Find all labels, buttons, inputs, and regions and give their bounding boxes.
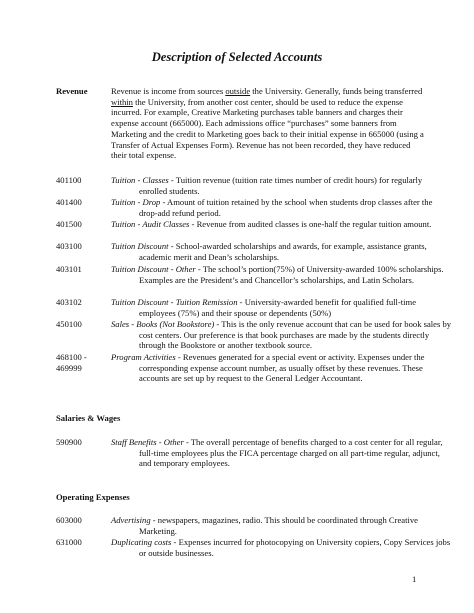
- revenue-intro-part-2: the University. Generally, funds being transferred: [250, 86, 423, 96]
- account-name: Tuition - Audit Classes: [111, 219, 190, 229]
- account-desc: - School-awarded scholarships and awards, for example, assistance grants, academic merit and Dean’s scholarships.: [139, 241, 427, 262]
- account-name: Tuition - Drop: [111, 197, 161, 207]
- account-name: Program Activities: [111, 352, 176, 362]
- revenue-intro-outside: outside: [225, 86, 251, 96]
- account-description: [111, 175, 452, 196]
- revenue-intro-within: within: [111, 96, 133, 107]
- account-description: [111, 197, 452, 218]
- revenue-intro-part-3: the University, from another cost center, should be used to reduce the expense incurred. For example, Creative Marketing purchases table banners and charges their expense account (665000). Each admissions office “purchases” some banners from Marketing and the credit to Marketing goes back to their initial expense in 665000 (using a Transfer of Actual Expenses Form). Revenue has not been recorded, they have reduced their total expense.: [111, 96, 424, 161]
- account-description: [111, 297, 452, 318]
- account-code: 401100: [56, 175, 82, 185]
- account-code: 401400: [56, 197, 82, 207]
- account-code: 403100: [56, 241, 82, 251]
- account-description: [111, 537, 452, 558]
- account-description: [111, 319, 452, 351]
- page-number: 1: [412, 574, 417, 584]
- page-title: Description of Selected Accounts: [151, 50, 323, 64]
- account-code: 590900: [56, 437, 82, 447]
- revenue-intro-part-1: Revenue is income from sources: [111, 86, 226, 96]
- account-name: Tuition - Classes: [111, 175, 169, 185]
- account-code: 401500: [56, 219, 82, 229]
- account-code: 403101: [56, 264, 82, 274]
- account-desc: - newspapers, magazines, radio. This should be coordinated through Creative Marketing.: [139, 515, 418, 536]
- account-desc: - Expenses incurred for photocopying on University copiers, Copy Services jobs or outside businesses.: [139, 537, 451, 558]
- salaries-heading: Salaries & Wages: [56, 413, 121, 423]
- revenue-heading: Revenue: [56, 86, 88, 96]
- account-name: Advertising: [111, 515, 151, 525]
- account-name: Tuition Discount: [111, 241, 169, 251]
- account-code: 631000: [56, 537, 82, 547]
- account-description: [111, 241, 452, 262]
- account-code: 468100 - 469999: [56, 352, 87, 373]
- account-name: Tuition Discount - Tuition Remission: [111, 297, 238, 307]
- account-desc: - The overall percentage of benefits charged to a cost center for all regular, full-time employees plus the FICA percentage charged on all part-time regular, adjunct, and temporary employees.: [139, 437, 443, 469]
- operating-heading: Operating Expenses: [56, 492, 130, 502]
- account-desc: - Amount of tuition retained by the school when students drop classes after the drop-add refund period.: [139, 197, 433, 218]
- account-description: [111, 264, 452, 285]
- account-name: Sales - Books (Not Bookstore): [111, 319, 215, 329]
- account-description: [111, 515, 452, 536]
- account-description: [111, 352, 452, 384]
- account-code: 450100: [56, 319, 82, 329]
- account-name: Tuition Discount - Other: [111, 264, 196, 274]
- account-name: Staff Benefits - Other: [111, 437, 184, 447]
- account-desc: - The school’s portion(75%) of University-awarded 100% scholarships. Examples are the President’s and Chancellor’s scholarships, and Latin Scholars.: [139, 264, 444, 285]
- account-code: 403102: [56, 297, 82, 307]
- account-code: 603000: [56, 515, 82, 525]
- account-desc: - Revenue from audited classes is one-half the regular tuition amount.: [189, 219, 432, 229]
- account-name: Duplicating costs: [111, 537, 172, 547]
- account-desc: - Revenues generated for a special event or activity. Expenses under the corresponding expense account number, as usually offset by these revenues. These accounts are set up by request to the General Ledger Accountant.: [139, 352, 425, 384]
- account-description: [111, 219, 452, 230]
- account-desc: - This is the only revenue account that can be used for book sales by cost centers. Our preference is that book purchases are made by the students directly through the Bookstore or another textbook source.: [139, 319, 452, 351]
- revenue-intro: [111, 86, 424, 161]
- account-description: [111, 437, 452, 469]
- account-desc: - Tuition revenue (tuition rate times number of credit hours) for regularly enrolled students.: [139, 175, 423, 196]
- account-desc: - University-awarded benefit for qualified full-time employees (75%) and their spouse or dependents (50%): [139, 297, 417, 318]
